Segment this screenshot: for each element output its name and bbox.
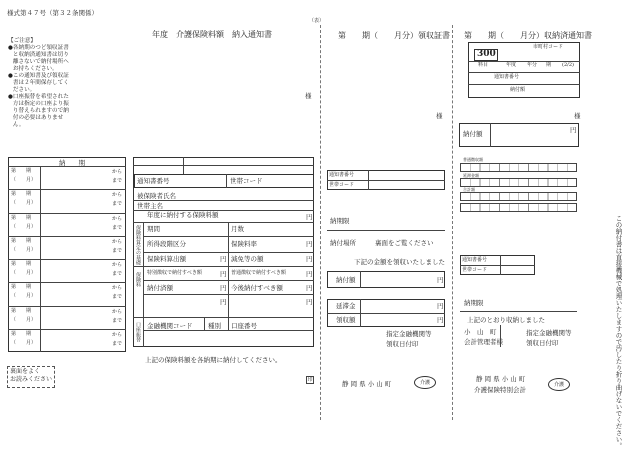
slip-notice-no-label2: 通知書番号: [462, 257, 488, 263]
schedule-from-label: から: [112, 285, 123, 292]
schedule-period-label: 第 期: [11, 237, 32, 244]
schedule-period-label: 第 期: [11, 214, 32, 221]
notice-title: 【ご注意】: [8, 38, 36, 44]
slip-ruled-row: [460, 203, 577, 212]
slip-number: 300: [477, 49, 496, 59]
receipt-place-value: 裏面をご覧ください: [375, 239, 434, 247]
schedule-to-label: まで: [112, 178, 123, 184]
rate-label: 保険料率: [231, 240, 257, 248]
future-yen: 円: [306, 284, 313, 292]
receipt-total-label: 領収額: [336, 316, 356, 324]
receipt-place-label: 納付場所: [330, 239, 356, 247]
calc-basis-label: 保険料算定の基礎: [135, 225, 141, 265]
slip-received-text: 上記のとおり収納しました: [467, 316, 545, 324]
receipt-sama: 様: [436, 112, 443, 120]
slip-yearpart-label: 年分: [527, 62, 538, 68]
normal-label: 普通徴収で納付すべき額: [231, 270, 286, 276]
schedule-to-label: まで: [112, 201, 123, 208]
slip-bank-stamp-label: 指定金融機関等 領収日付印: [526, 329, 572, 347]
slip-number-box: [474, 49, 498, 61]
account-label: 口座番号: [231, 322, 257, 330]
notice-item: 口座振替を希望された方は指定の口座より振り替えられますので納付の必要はありません。: [12, 93, 69, 128]
schedule-to-label: まで: [112, 294, 123, 301]
premium-section-label: 保険料: [135, 272, 141, 287]
overdue-label: 延滞金: [336, 302, 356, 310]
receipt-household-label: 世帯コード: [329, 182, 355, 188]
notice-item: 各納期のつど領収証書と収納済通知書は切り離さないで納付場所へお持ちください。: [12, 44, 69, 72]
schedule-month-label: （ 月）: [11, 339, 37, 346]
schedule-header: 納 期: [59, 159, 85, 167]
form-number: 様式第４７号（第３２条関係）: [7, 9, 98, 17]
slip-small-label: 延滞金額: [463, 173, 479, 178]
main-footer: 上記の保険料額を各納期に納付してください。: [145, 356, 282, 364]
schedule-from-label: から: [112, 192, 123, 199]
insured-name-label: 被保険者氏名: [137, 192, 176, 200]
schedule-month-label: （ 月）: [11, 246, 37, 253]
page-mark: 印: [307, 376, 313, 383]
receipt-received-text: 下記の金額を領収いたしました: [354, 258, 445, 266]
schedule-month-label: （ 月）: [11, 177, 37, 183]
slip-notice-no-label: 通知書番号: [494, 74, 520, 80]
schedule-from-label: から: [112, 238, 123, 245]
receipt-amount-yen: 円: [437, 276, 444, 284]
slip-treasurer: 会計管理者様: [464, 338, 503, 346]
reduction-label: 減免等の額: [231, 255, 264, 263]
bank-code-label: 金融機関コード: [147, 322, 193, 330]
slip-item-label: 料目: [478, 62, 489, 68]
slip-sama: 様: [574, 112, 581, 120]
receipt-title: 第 期（ 月分）領収証書: [338, 31, 450, 40]
schedule-table: [8, 157, 126, 352]
receipt-bank-stamp-label: 指定金融機関等 領収日付印: [386, 330, 432, 348]
reverse-mark: （表）: [309, 18, 325, 24]
slip-household-label: 世帯コード: [462, 267, 488, 273]
slip-ruled-row: [460, 178, 577, 187]
schedule-to-label: まで: [112, 317, 123, 324]
main-title: 年度 介護保険料額 納入通知書: [152, 30, 272, 39]
receipt-total-yen: 円: [437, 316, 444, 324]
slip-amount-label: 納付額: [510, 87, 526, 93]
slip-term-label: 期: [546, 62, 552, 68]
month-count-label: 月数: [231, 225, 244, 233]
schedule-to-label: まで: [112, 271, 123, 277]
schedule-month-label: （ 月）: [11, 200, 37, 207]
schedule-to-label: まで: [112, 247, 123, 254]
schedule-month-label: （ 月）: [11, 316, 37, 323]
calc-amount-yen: 円: [220, 255, 227, 263]
back-note: 裏面をよく お読みください: [7, 366, 55, 388]
receipt-issuer: 静 岡 県 小 山 町: [342, 380, 392, 388]
overdue-yen: 円: [437, 302, 444, 310]
extra-yen-1: 円: [220, 298, 227, 306]
schedule-period-label: 第 期: [11, 330, 32, 337]
slip-issuer2: 介護保険特別会計: [474, 386, 526, 394]
slip-pay-label: 納付額: [463, 130, 483, 138]
city-code-label: 市町村コード: [533, 44, 564, 50]
slip-deadline-label: 納期限: [464, 299, 484, 307]
reduction-yen: 円: [306, 255, 313, 263]
special-yen: 円: [220, 270, 227, 278]
slip-seal: 介護: [548, 378, 570, 391]
bank-section-label: 口座振替: [135, 322, 141, 342]
schedule-period-label: 第 期: [11, 168, 32, 174]
receipt-deadline-label: 納期限: [330, 217, 350, 225]
period-label: 期間: [147, 225, 160, 233]
schedule-period-label: 第 期: [11, 261, 32, 267]
main-sama: 様: [305, 92, 312, 100]
extra-yen-2: 円: [306, 298, 313, 306]
schedule-from-label: から: [112, 215, 123, 222]
slip-issuer: 静 岡 県 小 山 町: [476, 375, 526, 383]
schedule-from-label: から: [112, 331, 123, 338]
schedule-from-label: から: [112, 169, 123, 175]
household-code-label: 世帯コード: [230, 177, 263, 185]
calc-amount-label: 保険料算出額: [147, 255, 186, 263]
schedule-to-label: まで: [112, 224, 123, 231]
slip-ruled-row: [460, 163, 577, 172]
receipt-seal: 介護: [414, 376, 436, 389]
slip-town: 小 山 町: [464, 328, 497, 336]
slip-small-label: 普通徴収額: [463, 157, 483, 162]
notice-block: 【ご注意】 ● 各納期のつど領収証書と収納済通知書は切り離さないで納付場所へお持ちください。 ● この通知書及び領収証書は２年間保存してください。 ● 口座振替を希望された方は指定の口座より振り替えられますので納付の必要はありません。: [8, 38, 73, 129]
slip-small-label: 合計額: [463, 187, 475, 192]
schedule-month-label: （ 月）: [11, 270, 37, 276]
paid-yen: 円: [220, 284, 227, 292]
kind-label: 種別: [208, 322, 221, 330]
schedule-period-label: 第 期: [11, 284, 32, 291]
schedule-from-label: から: [112, 308, 123, 315]
slip-title: 第 期（ 月分）収納済通知書: [464, 31, 592, 40]
paid-label: 納付済額: [147, 284, 173, 292]
receipt-amount-label: 納付額: [336, 276, 356, 284]
annual-label: 年度に納付する保険料額: [147, 211, 219, 219]
machine-note: この納付書は直接機械で処理いたしますので汚したり折り曲げないでください。: [614, 215, 623, 449]
schedule-period-label: 第 期: [11, 307, 32, 314]
notice-item: この通知書及び領収証書は２年間保存してください。: [12, 72, 69, 93]
receipt-notice-no-label: 通知書番号: [329, 172, 355, 178]
notice-no-label: 通知書番号: [137, 177, 170, 185]
slip-year-label: 年度: [506, 62, 517, 68]
annual-yen: 円: [306, 213, 313, 221]
slip-pay-yen: 円: [570, 126, 577, 134]
future-label: 今後納付すべき額: [231, 284, 283, 292]
slip-page-label: (2/2): [562, 62, 574, 68]
schedule-from-label: から: [112, 262, 123, 268]
householder-label: 世帯主名: [137, 202, 163, 210]
rate-yen: 円: [306, 240, 313, 248]
slip-ruled-row: [460, 192, 577, 201]
schedule-to-label: まで: [112, 340, 123, 347]
schedule-month-label: （ 月）: [11, 293, 37, 300]
schedule-month-label: （ 月）: [11, 223, 37, 230]
income-class-label: 所得段階区分: [147, 240, 186, 248]
special-label: 特別徴収で納付すべき額: [147, 270, 202, 276]
normal-yen: 円: [306, 270, 313, 278]
schedule-period-label: 第 期: [11, 191, 32, 198]
